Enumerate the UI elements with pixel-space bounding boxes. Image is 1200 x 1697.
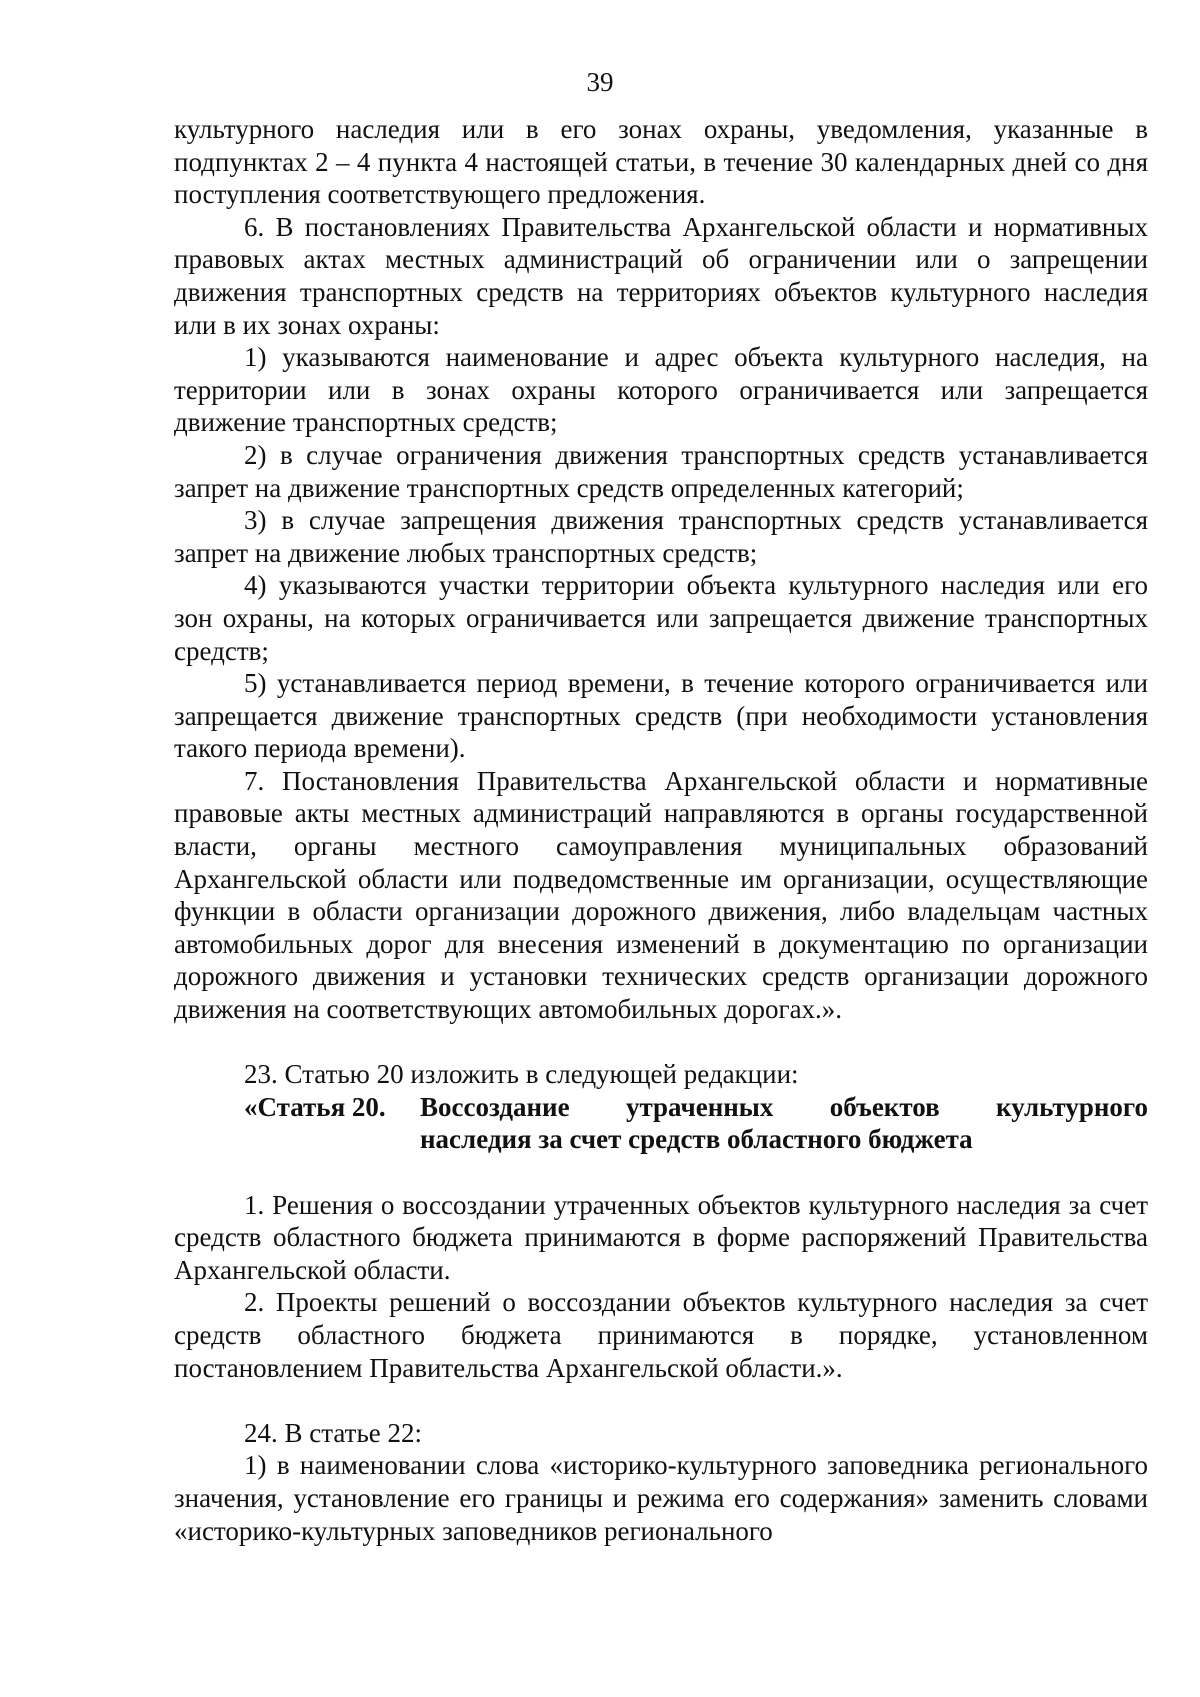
paragraph-gap (174, 1156, 1148, 1189)
paragraph-subitem-1: 1) указываются наименование и адрес объекта культурного наследия, на территории или в зонах охраны которого ограничивается или запрещается движение транспортных средств; (174, 342, 1148, 438)
paragraph-gap (174, 1026, 1148, 1059)
paragraph-subitem-3: 3) в случае запрещения движения транспортных средств устанавливается запрет на движение любых транспортных средств; (174, 505, 1148, 568)
paragraph-item-6: 6. В постановлениях Правительства Архангельской области и нормативных правовых актах местных администраций об ограничении или о запрещении движения транспортных средств на территориях объектов культурного наследия или в их зонах охраны: (174, 211, 1148, 340)
article-title-line-2: наследия за счет средств областного бюджета (420, 1124, 973, 1155)
article-title-line-1: Воссоздание утраченных объектов культурного (420, 1091, 1148, 1122)
paragraph-item-24-subitem-1: 1) в наименовании слова «историко-культурного заповедника регионального значения, установление его границы и режима его содержания» заменить словами «историко-культурных заповедников регионального (174, 1450, 1148, 1546)
paragraph-subitem-5: 5) устанавливается период времени, в течение которого ограничивается или запрещается движение транспортных средств (при необходимости установления такого периода времени). (174, 668, 1148, 764)
article-title (420, 1091, 1148, 1156)
paragraph-item-24: 24. В статье 22: (244, 1417, 423, 1448)
paragraph-item-23: 23. Статью 20 изложить в следующей редакции: (244, 1059, 799, 1090)
paragraph-article-item-2: 2. Проекты решений о воссоздании объектов культурного наследия за счет средств областного бюджета принимаются в порядке, установленном постановлением Правительства Архангельской области.». (174, 1287, 1148, 1383)
article-heading (244, 1091, 1148, 1156)
paragraph-subitem-2: 2) в случае ограничения движения транспортных средств устанавливается запрет на движение транспортных средств определенных категорий; (174, 439, 1148, 503)
page-number: 39 (586, 67, 614, 97)
paragraph-article-item-1: 1. Решения о воссоздании утраченных объектов культурного наследия за счет средств областного бюджета принимаются в форме распоряжений Правительства Архангельской области. (174, 1189, 1148, 1285)
paragraph-continuation: культурного наследия или в его зонах охраны, уведомления, указанные в подпунктах 2 – 4 пункта 4 настоящей статьи, в течение 30 календарных дней со дня поступления соответствующего предложения. (174, 114, 1148, 210)
paragraph-item-7: 7. Постановления Правительства Архангельской области и нормативные правовые акты местных администраций направляются в органы государственной власти, органы местного самоуправления муниципальных образований Архангельской области или подведомственные им организации, осуществляющие функции в области организации дорожного движения, либо владельцам частных автомобильных дорог для внесения изменений в документацию по организации дорожного движения и установки технических средств организации дорожного движения на соответствующих автомобильных дорогах.». (174, 765, 1148, 1025)
paragraph-subitem-4: 4) указываются участки территории объекта культурного наследия или его зон охраны, на которых ограничивается или запрещается движение транспортных средств; (174, 570, 1148, 666)
article-number: «Статья 20. (244, 1091, 386, 1122)
paragraph-gap (174, 1384, 1148, 1417)
document-body (174, 113, 1148, 1547)
